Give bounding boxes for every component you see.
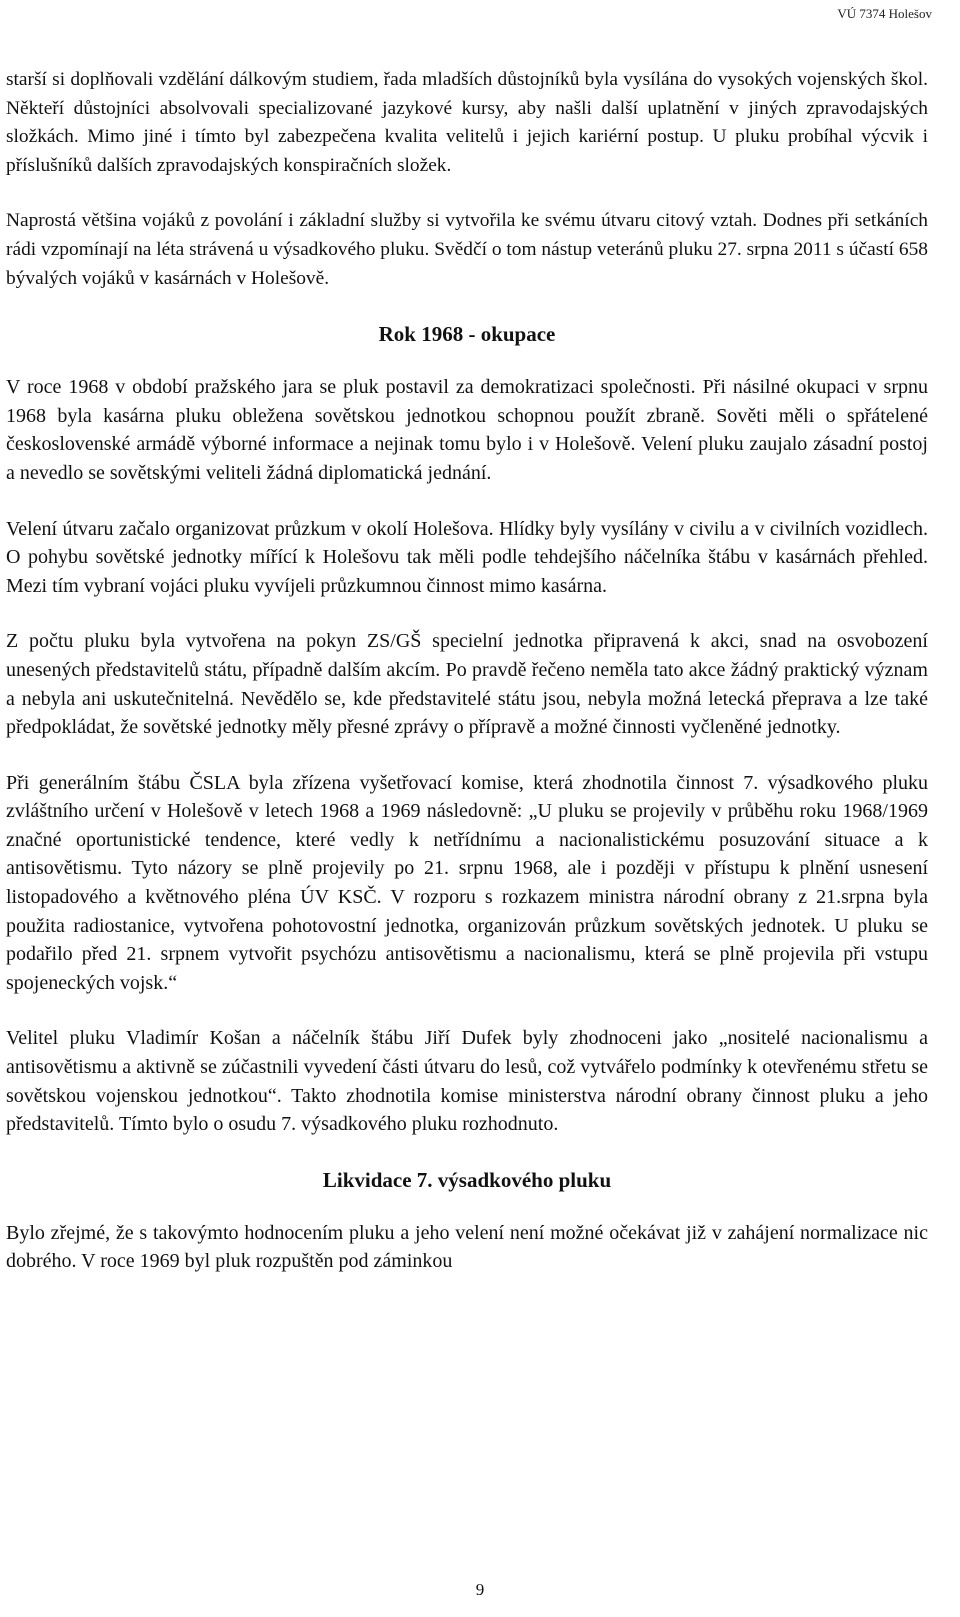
paragraph-education: starší si doplňovali vzdělání dálkovým studiem, řada mladších důstojníků byla vysílána do vysokých vojenských škol. Někteří důstojníci absolvovali specializované jazykové kursy, aby našli další uplatnění v jiných zpravodajských složkách. Mimo jiné i tímto byl zabezpečena kvalita velitelů i jejich kariérní postup. U pluku probíhal výcvik i příslušníků dalších zpravodajských konspiračních složek. xyxy=(6,69,928,176)
document-reference: VÚ 7374 Holešov xyxy=(837,6,932,21)
page-number: 9 xyxy=(475,1580,485,1599)
paragraph-special-unit: Z počtu pluku byla vytvořena na pokyn ZS/GŠ specielní jednotka připravená k akci, snad na osvobození unesených představitelů státu, případně dalším akcím. Po pravdě řečeno neměla tato akce žádný praktický význam a nebyla ani uskutečnitelná. Nevědělo se, kde představitelé státu jsou, nebyla možná letecká přeprava a lze také předpokládat, že sovětské jednotky měly přesné zprávy o přípravě a možné činnosti vyčleněné jednotky. xyxy=(6,630,928,739)
section-heading-liquidation: Likvidace 7. výsadkového pluku xyxy=(322,1167,612,1192)
page-body xyxy=(6,66,928,1303)
paragraph-reconnaissance: Velení útvaru začalo organizovat průzkum v okolí Holešova. Hlídky byly vysílány v civilu a v civilních vozidlech. O pohybu sovětské jednotky mířící k Holešovu tak měli podle tehdejšího náčelníka štábu v kasárnách přehled. Mezi tím vybraní vojáci pluku vyvíjeli průzkumnou činnost mimo kasárna. xyxy=(6,517,928,597)
paragraph-veterans: Naprostá většina vojáků z povolání i základní služby si vytvořila ke svému útvaru citový vztah. Dodnes při setkáních rádi vzpomínají na léta strávená u výsadkového pluku. Svědčí o tom nástup veteránů pluku 27. srpna 2011 s účastí 658 bývalých vojáků v kasárnách v Holešově. xyxy=(6,210,928,289)
paragraph-dissolution: Bylo zřejmé, že s takovýmto hodnocením pluku a jeho velení není možné očekávat již v zahájení normalizace nic dobrého. V roce 1969 byl pluk rozpuštěn pod záminkou xyxy=(6,1221,928,1273)
paragraph-commanders: Velitel pluku Vladimír Košan a náčelník štábu Jiří Dufek byly zhodnoceni jako „nositelé nacionalismu a antisovětismu a aktivně se zúčastnili vyvedení části útvaru do lesů, což vytvářelo podmínky k otevřenému střetu se sovětskou vojenskou jednotkou“. Takto zhodnotila komise ministerstva národní obrany činnost pluku a jeho představitelů. Tímto bylo o osudu 7. výsadkového pluku rozhodnuto. xyxy=(6,1027,928,1136)
section-heading-1968: Rok 1968 - okupace xyxy=(378,322,556,347)
paragraph-prague-spring: V roce 1968 v období pražského jara se pluk postavil za demokratizaci společnosti. Při násilné okupaci v srpnu 1968 byla kasárna pluku obležena sovětskou jednotkou schopnou použít zbraně. Sověti měli o spřátelené československé armádě výborné informace a nejinak tomu bylo i v Holešově. Velení pluku zaujalo zásadní postoj a nevedlo se sovětskými veliteli žádná diplomatická jednání. xyxy=(6,376,928,484)
paragraph-commission: Při generálním štábu ČSLA byla zřízena vyšetřovací komise, která zhodnotila činnost 7. výsadkového pluku zvláštního určení v Holešově v letech 1968 a 1969 následovně: „U pluku se projevily v průběhu roku 1968/1969 značné oportunistické tendence, které vedly k netřídnímu a nacionalistickému posuzování situace a k antisovětismu. Tyto názory se plně projevily po 21. srpnu 1968, ale i později v přístupu k plnění usnesení listopadového a květnového pléna ÚV KSČ. V rozporu s rozkazem ministra národní obrany z 21.srpna byla použita radiostanice, vytvořena pohotovostní jednotka, organizován průzkum sovětských jednotek. U pluku se podařilo před 21. srpnem vytvořit psychózu antisovětismu a nacionalismu, která se plně projevila při vstupu spojeneckých vojsk.“ xyxy=(6,771,928,994)
